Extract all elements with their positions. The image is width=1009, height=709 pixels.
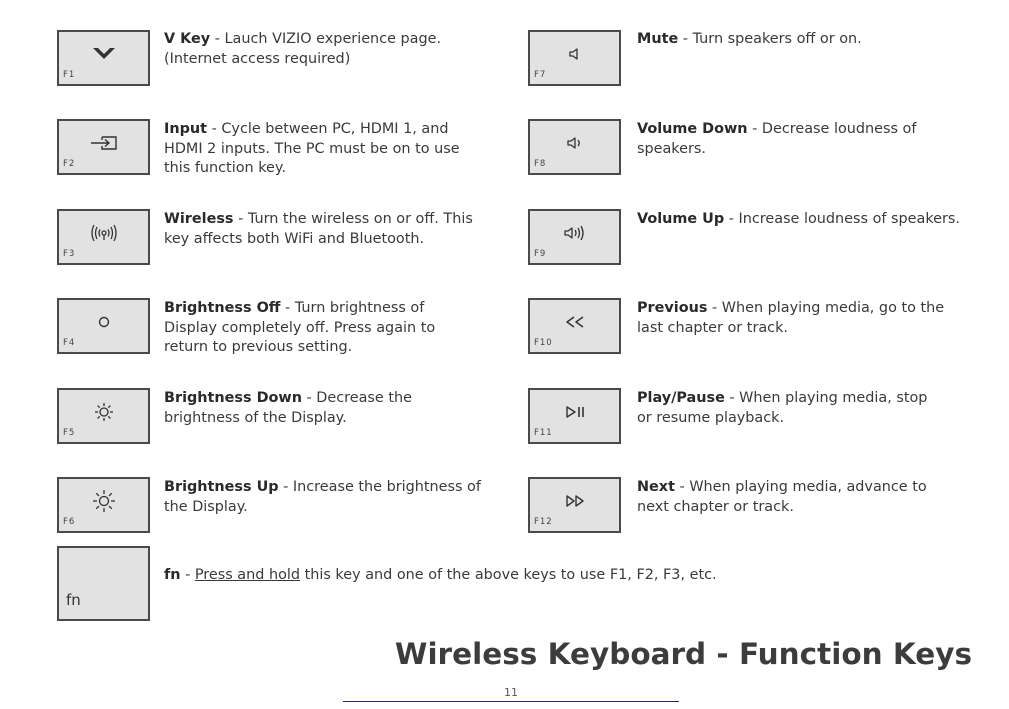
f5-text: Decrease the brightness of the Display. [164,390,412,426]
f8-term: Volume Down [637,121,748,137]
volume-down-icon [566,135,584,151]
key-label: F11 [534,428,553,438]
previous-icon [564,315,586,329]
key-f6 [57,477,150,533]
key-f12 [528,477,621,533]
f11-text: When playing media, stop or resume playback. [637,390,928,426]
key-f11 [528,388,621,444]
key-fn [57,546,150,621]
page-title: Wireless Keyboard - Function Keys [394,637,972,671]
key-f5 [57,388,150,444]
f1-term: V Key [164,31,211,47]
fn-term: fn [164,567,181,583]
f4-description: Brightness Off - Turn brightness of Display completely off. Press again to return to previous setting. [164,300,436,355]
f7-term: Mute [637,31,679,47]
f7-description: Mute - Turn speakers off or on. [637,31,862,47]
key-label: F5 [63,428,76,438]
key-label: fn [66,591,81,609]
key-label: F2 [63,159,76,169]
f7-text: Turn speakers off or on. [692,31,862,47]
wireless-icon [91,223,117,243]
f2-text: Cycle between PC, HDMI 1, and HDMI 2 inputs. The PC must be on to use this function key. [164,121,460,176]
fn-underlined-text: Press and hold [194,567,301,583]
page-number: 11 [504,686,518,699]
mute-icon [568,47,582,61]
f5-term: Brightness Down [164,390,302,406]
key-f9 [528,209,621,265]
f2-term: Input [164,121,208,137]
key-label: F4 [63,338,76,348]
f11-term: Play/Pause [637,390,725,406]
f6-description: Brightness Up - Increase the brightness of the Display. [164,479,481,515]
play-pause-icon [564,405,586,419]
key-label: F7 [534,70,547,80]
key-f3 [57,209,150,265]
f12-text: When playing media, advance to next chapter or track. [637,479,927,515]
input-icon [89,135,119,151]
fn-text: this key and one of the above keys to use F1, F2, F3, etc. [300,567,717,583]
f5-description: Brightness Down - Decrease the brightness of the Display. [164,390,412,426]
f12-description: Next - When playing media, advance to next chapter or track. [637,479,927,515]
key-label: F9 [534,249,547,259]
f4-term: Brightness Off [164,300,281,316]
key-f7 [528,30,621,86]
f6-text: Increase the brightness of the Display. [164,479,481,515]
key-label: F6 [63,517,76,527]
f6-term: Brightness Up [164,479,279,495]
brightness-down-icon [93,401,115,423]
fn-description: fn - Press and hold this key and one of the above keys to use F1, F2, F3, etc. [164,567,717,583]
f9-text: Increase loudness of speakers. [738,211,961,227]
vizio-v-icon [92,47,116,61]
f3-text: Turn the wireless on or off. This key affects both WiFi and Bluetooth. [164,211,473,247]
key-f1 [57,30,150,86]
key-f4 [57,298,150,354]
f10-text: When playing media, go to the last chapter or track. [637,300,945,336]
key-label: F3 [63,249,76,259]
next-icon [564,494,586,508]
f4-text: Turn brightness of Display completely off. Press again to return to previous setting. [164,300,436,355]
f8-text: Decrease loudness of speakers. [637,121,917,157]
key-label: F10 [534,338,553,348]
f1-text: Lauch VIZIO experience page. (Internet access required) [164,31,442,67]
key-f8 [528,119,621,175]
key-label: F12 [534,517,553,527]
f9-term: Volume Up [637,211,725,227]
f2-description: Input - Cycle between PC, HDMI 1, and HDMI 2 inputs. The PC must be on to use this function key. [164,121,460,176]
footer-rule [343,701,679,702]
f10-term: Previous [637,300,708,316]
f3-description: Wireless - Turn the wireless on or off. This key affects both WiFi and Bluetooth. [164,211,473,247]
f10-description: Previous - When playing media, go to the last chapter or track. [637,300,945,336]
key-label: F1 [63,70,76,80]
f1-description: V Key - Lauch VIZIO experience page. (Internet access required) [164,31,442,67]
f12-term: Next [637,479,675,495]
f11-description: Play/Pause - When playing media, stop or resume playback. [637,390,928,426]
brightness-off-icon [97,315,111,329]
f9-description: Volume Up - Increase loudness of speakers. [637,211,961,227]
f3-term: Wireless [164,211,234,227]
volume-up-icon [563,224,587,242]
key-label: F8 [534,159,547,169]
brightness-up-icon [92,489,116,513]
key-f10 [528,298,621,354]
f8-description: Volume Down - Decrease loudness of speakers. [637,121,917,157]
key-f2 [57,119,150,175]
